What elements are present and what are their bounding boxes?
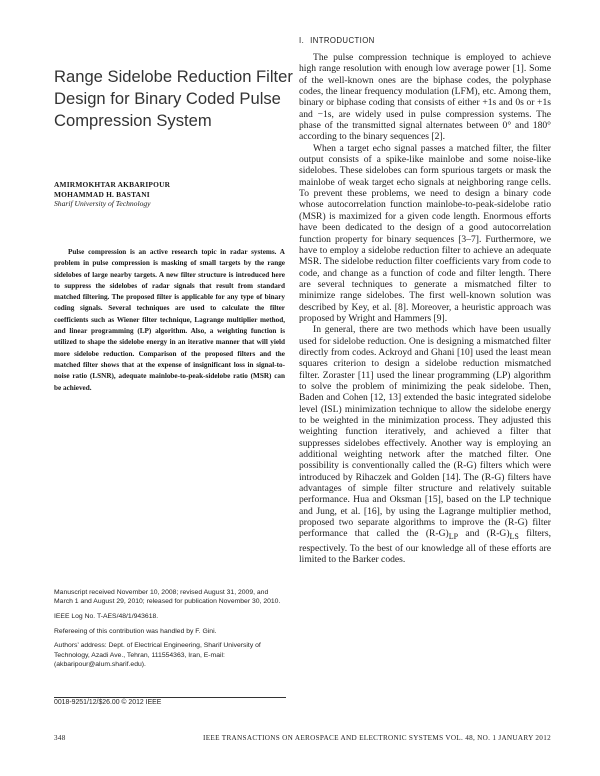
- footnotes: [54, 588, 286, 674]
- footnote-address: Authors’ address: Dept. of Electrical Engineering, Sharif University of Technology, Azadi Ave., Tehran, 111554363, Iran, E-mail: (akbaripour@alum.sharif.edu).: [54, 642, 261, 668]
- abstract: Pulse compression is an active research topic in radar systems. A problem in pulse compression is masking of small targets by the range sidelobes of large nearby targets. A new filter structure is introduced here to suppress the sidelobes of radar signals that result from standard matched filtering. The proposed filter is applicable for any type of binary coding signals. Several techniques are used to calculate the filter coefficients such as Wiener filter technique, Lagrange multiplier method, and linear programming (LP) algorithm. Also, a weighting function is utilized to shape the sidelobe energy in an iterative manner that will yield more sidelobe reduction. Comparison of the proposed filters and the matched filter shows that at the expense of insignificant loss in signal-to-noise ratio (LSNR), adequate mainlobe-to-peak-sidelobe ratio (MSR) can be achieved.: [54, 248, 285, 392]
- footnote-manuscript: Manuscript received November 10, 2008; revised August 31, 2009, and March 1 and August 29, 2010; released for publication November 30, 2010.: [54, 589, 281, 606]
- paragraph-text: filters, respectively. To the best of our knowledge all of these efforts are limited to the Barker codes.: [299, 528, 552, 566]
- body-column: [299, 36, 551, 565]
- section-number: I.: [299, 36, 305, 45]
- body-paragraph: [299, 324, 551, 565]
- subscript-ls: LS: [509, 532, 519, 542]
- journal-citation: IEEE TRANSACTIONS ON AEROSPACE AND ELECTRONIC SYSTEMS VOL. 48, NO. 1 JANUARY 2012: [203, 734, 551, 742]
- section-heading: [299, 36, 551, 45]
- paragraph-text: and (R-G): [458, 528, 510, 540]
- footnote-log-number: IEEE Log No. T-AES/48/1/943618.: [54, 612, 159, 620]
- footnote-refereeing: Refereeing of this contribution was handled by F. Gini.: [54, 627, 217, 635]
- page-number: 348: [54, 734, 66, 742]
- paragraph-text: In general, there are two methods which have been usually used for sidelobe reduction. One is designing a mismatched filter directly from codes. Ackroyd and Ghani [10] used the least mean squares criterion to design a sidelobe reduction mismatched filter. Zoraster [11] used the linear programming (LP) algorithm to solve the problem of minimizing the peak sidelobe. Then, Baden and Cohen [12, 13] extended the basic integrated sidelobe level (ISL) minimization technique to allow the sidelobe energy to be weighted in the minimization process. They adjusted this weighting function iteratively, and achieved a filter that suppresses sidelobes effectively. Another way is employing an additional weighting network after the matched filter. One possibility is conventionally called the (R-G) filters which were introduced by Rihaczek and Golden [14]. The (R-G) filters have advantages of simple filter structure and relatively suitable performance. Hua and Oksman [15], based on the LP technique and Jung, et al. [16], by using the Lagrange multiplier method, proposed two separate algorithms to improve the (R-G) filter performance that called the (R-G): [299, 324, 551, 540]
- subscript-lp: LP: [448, 532, 459, 542]
- author-affiliation: Sharif University of Technology: [54, 199, 151, 208]
- footnote-divider: [54, 697, 286, 698]
- copyright-line: 0018-9251/12/$26.00 © 2012 IEEE: [54, 699, 162, 706]
- author-name: AMIRMOKHTAR AKBARIPOUR: [54, 180, 171, 189]
- page-footer: [54, 734, 551, 746]
- section-title: INTRODUCTION: [310, 36, 375, 45]
- paper-title: Range Sidelobe Reduction Filter Design for Binary Coded Pulse Compression System: [54, 67, 293, 130]
- body-paragraph: When a target echo signal passes a matched filter, the filter output consists of a spike-like mainlobe and some noise-like sidelobes. These sidelobes can form spurious targets or mask the mainlobe of weak target echo signals at neighboring range cells. To prevent these problems, we need to design a binary code whose autocorrelation function mainlobe-to-peak-sidelobe ratio (MSR) is maximized for a given code length. Enormous efforts have been dedicated to the design of a good autocorrelation function property for binary sequences [3–7]. Furthermore, we have to employ a sidelobe reduction filter to achieve an adequate MSR. The sidelobe reduction filter coefficients vary from code to code, and change as a function of code and filter length. There are several techniques to generate a mismatched filter to minimize range sidelobes. The first well-known solution was described by Key, et al. [8]. Moreover, a heuristic approach was proposed by Wright and Hammers [9].: [299, 142, 551, 324]
- body-paragraph: The pulse compression technique is employed to achieve high range resolution with enough low average power [1]. Some of the well-known ones are the biphase codes, the polyphase codes, the linear frequency modulation (LFM), etc. Among them, binary or biphase coding that consists of either +1s and 0s or +1s and −1s, are widely used in pulse compression systems. The phase of the transmitted signal alternates between 0° and 180° according to the binary sequences [2].: [299, 52, 551, 143]
- author-block: [54, 180, 294, 209]
- author-name: MOHAMMAD H. BASTANI: [54, 189, 150, 199]
